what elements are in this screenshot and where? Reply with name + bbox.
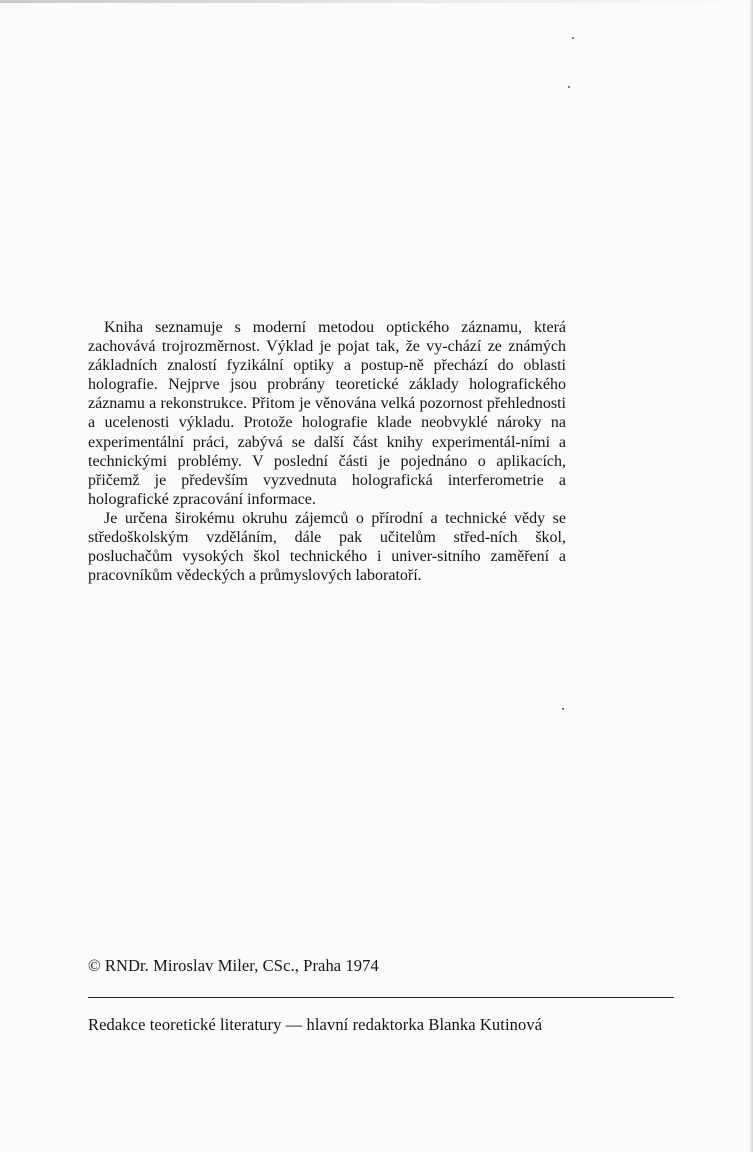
page-top-edge-shadow — [0, 0, 753, 3]
book-description — [88, 318, 566, 585]
copyright-notice: © RNDr. Miroslav Miler, CSc., Praha 1974 — [88, 956, 379, 975]
description-paragraph: Kniha seznamuje s moderní metodou optického záznamu, která zachovává trojrozměrnost. Výklad je pojat tak, že vy-chází ze známých základních znalostí fyzikální optiky a postup-ně přechází do oblasti holografie. Nejprve jsou probrány teoretické základy holografického záznamu a rekonstrukce. Přitom je věnována velká pozornost přehlednosti a ucelenosti výkladu. Protože holografie klade neobvyklé nároky na experimentální práci, zabývá se další část knihy experimentál-ními a technickými problémy. V poslední části je pojednáno o aplikacích, přičemž je především vyzvednuta holografická interferometrie a holografické zpracování informace. — [88, 319, 566, 508]
editorial-credit: Redakce teoretické literatury — hlavní redaktorka Blanka Kutinová — [88, 1015, 543, 1034]
paper-speck — [562, 708, 564, 710]
page-right-edge-shadow — [749, 0, 753, 1152]
divider-rule — [88, 997, 674, 998]
paper-speck — [572, 37, 574, 39]
description-paragraph: Je určena širokému okruhu zájemců o přírodní a technické vědy se středoškolským vzděláním, dále pak učitelům střed-ních škol, posluchačům vysokých škol technického i univer-sitního zaměření a pracovníkům vědeckých a průmyslových laboratoří. — [88, 509, 566, 585]
paper-speck — [568, 86, 570, 88]
